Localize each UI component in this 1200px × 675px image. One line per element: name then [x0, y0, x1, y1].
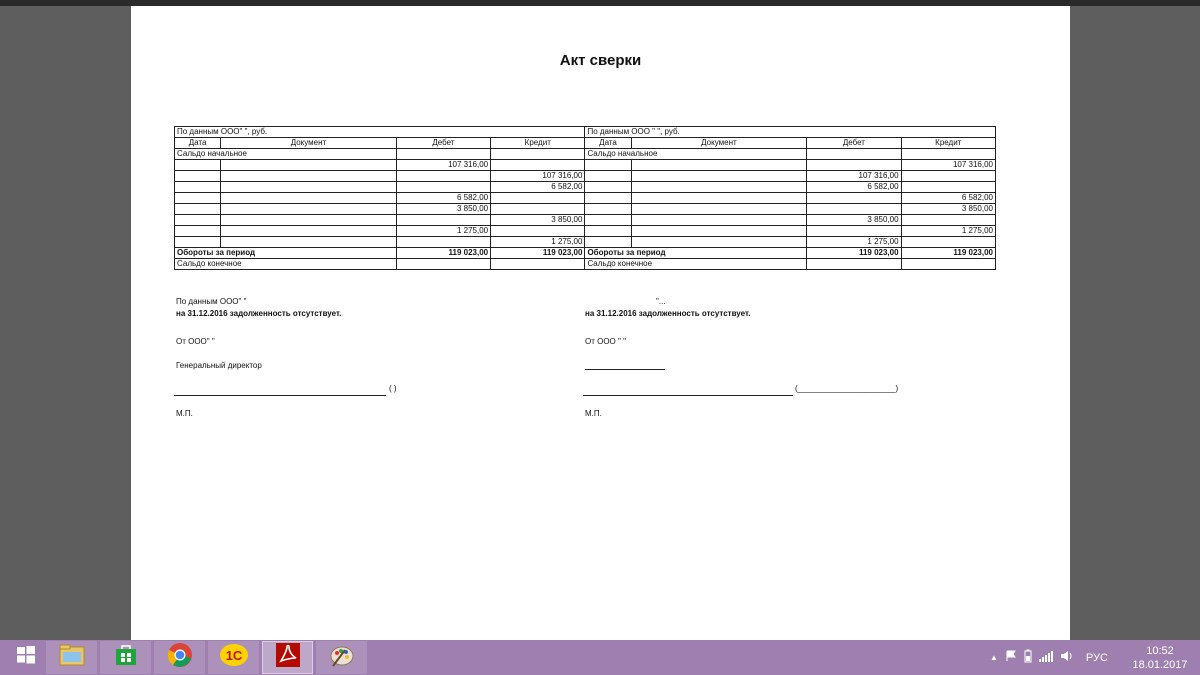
cell-left-credit — [491, 193, 585, 204]
chrome-button[interactable] — [154, 641, 205, 674]
opening-balance-label: Сальдо начальное — [175, 149, 397, 160]
cell-right-debit: 1 275,00 — [807, 237, 901, 248]
signal-strength-icon[interactable] — [1039, 650, 1053, 665]
table-row — [175, 182, 996, 193]
cell-right-document — [631, 193, 807, 204]
turnover-label: Обороты за период — [175, 248, 397, 259]
cell-right-date — [585, 193, 631, 204]
right-signature-line — [583, 395, 793, 396]
column-headers-row — [175, 138, 996, 149]
cell-left-document — [221, 204, 397, 215]
left-party-header: По данным ООО" ", руб. — [175, 127, 585, 138]
empty-cell — [396, 149, 490, 160]
turnover-left-debit: 119 023,00 — [396, 248, 490, 259]
cell-right-credit: 6 582,00 — [901, 193, 995, 204]
cell-left-credit — [491, 160, 585, 171]
right-statement-text: на 31.12.2016 задолженность отсутствует. — [585, 309, 751, 318]
table-header-row — [175, 127, 996, 138]
cell-right-date — [585, 226, 631, 237]
action-center-flag-icon[interactable] — [1005, 650, 1017, 665]
cell-left-debit — [396, 171, 490, 182]
cell-right-credit — [901, 182, 995, 193]
turnover-right-credit: 119 023,00 — [901, 248, 995, 259]
cell-left-debit — [396, 237, 490, 248]
right-position-line — [585, 369, 665, 370]
cell-left-debit: 1 275,00 — [396, 226, 490, 237]
cell-right-document — [631, 237, 807, 248]
acrobat-button[interactable] — [262, 641, 313, 674]
col-credit: Кредит — [901, 138, 995, 149]
cell-right-credit: 3 850,00 — [901, 204, 995, 215]
cell-left-credit: 3 850,00 — [491, 215, 585, 226]
cell-right-debit: 3 850,00 — [807, 215, 901, 226]
volume-icon[interactable] — [1060, 650, 1074, 665]
left-from-text: От ООО" " — [176, 337, 215, 346]
cell-left-credit: 1 275,00 — [491, 237, 585, 248]
show-hidden-icons-icon[interactable]: ▲ — [990, 653, 998, 662]
col-debit: Дебет — [396, 138, 490, 149]
empty-cell — [396, 259, 490, 270]
cell-left-date — [175, 171, 221, 182]
turnover-right-debit: 119 023,00 — [807, 248, 901, 259]
paint-button[interactable] — [316, 641, 367, 674]
empty-cell — [901, 149, 995, 160]
cell-right-document — [631, 204, 807, 215]
right-by-data-text: "... — [656, 297, 666, 306]
left-signature-line — [174, 395, 386, 396]
1c-icon-label: 1С — [225, 648, 242, 663]
cell-left-date — [175, 237, 221, 248]
left-signature-paren: ( ) — [389, 384, 397, 393]
col-date: Дата — [585, 138, 631, 149]
table-row — [175, 215, 996, 226]
store-bag-icon — [114, 643, 138, 672]
cell-left-document — [221, 215, 397, 226]
cell-right-debit: 6 582,00 — [807, 182, 901, 193]
empty-cell — [807, 149, 901, 160]
cell-right-document — [631, 160, 807, 171]
col-document: Документ — [221, 138, 397, 149]
clock[interactable] — [1130, 644, 1190, 672]
right-from-text: От ООО " " — [585, 337, 626, 346]
cell-left-document — [221, 160, 397, 171]
folder-icon — [58, 643, 86, 672]
system-tray — [990, 640, 1117, 675]
cell-right-debit — [807, 226, 901, 237]
cell-right-debit — [807, 160, 901, 171]
cell-left-date — [175, 182, 221, 193]
empty-cell — [901, 259, 995, 270]
col-debit: Дебет — [807, 138, 901, 149]
cell-left-credit: 6 582,00 — [491, 182, 585, 193]
battery-icon[interactable] — [1024, 649, 1032, 666]
cell-right-debit: 107 316,00 — [807, 171, 901, 182]
turnover-row — [175, 248, 996, 259]
cell-right-credit — [901, 215, 995, 226]
cell-right-document — [631, 226, 807, 237]
cell-right-date — [585, 237, 631, 248]
cell-right-document — [631, 215, 807, 226]
cell-left-credit — [491, 204, 585, 215]
cell-left-credit: 107 316,00 — [491, 171, 585, 182]
col-document: Документ — [631, 138, 807, 149]
table-row — [175, 237, 996, 248]
cell-left-date — [175, 160, 221, 171]
1c-icon — [219, 642, 249, 673]
cell-left-date — [175, 215, 221, 226]
closing-balance-label: Сальдо конечное — [175, 259, 397, 270]
cell-left-document — [221, 226, 397, 237]
right-signature-paren: (______________________) — [795, 384, 899, 393]
1c-button[interactable] — [208, 641, 259, 674]
clock-time: 10:52 — [1146, 645, 1174, 657]
start-button[interactable] — [0, 641, 51, 674]
closing-balance-row — [175, 259, 996, 270]
cell-right-document — [631, 182, 807, 193]
chrome-icon — [167, 642, 193, 673]
cell-left-debit: 6 582,00 — [396, 193, 490, 204]
cell-right-date — [585, 204, 631, 215]
cell-right-credit: 107 316,00 — [901, 160, 995, 171]
cell-left-debit: 3 850,00 — [396, 204, 490, 215]
cell-left-document — [221, 193, 397, 204]
cell-left-document — [221, 182, 397, 193]
opening-balance-row — [175, 149, 996, 160]
table-row — [175, 204, 996, 215]
left-by-data-text: По данным ООО" " — [176, 297, 247, 306]
left-statement-text: на 31.12.2016 задолженность отсутствует. — [176, 309, 342, 318]
windows-logo-icon — [16, 645, 36, 670]
cell-right-date — [585, 160, 631, 171]
cell-right-credit: 1 275,00 — [901, 226, 995, 237]
col-credit: Кредит — [491, 138, 585, 149]
table-row — [175, 160, 996, 171]
cell-right-debit — [807, 193, 901, 204]
cell-left-debit — [396, 182, 490, 193]
empty-cell — [491, 259, 585, 270]
turnover-left-credit: 119 023,00 — [491, 248, 585, 259]
cell-left-credit — [491, 226, 585, 237]
table-row — [175, 193, 996, 204]
table-row — [175, 171, 996, 182]
cell-left-document — [221, 237, 397, 248]
closing-balance-label: Сальдо конечное — [585, 259, 807, 270]
file-explorer-button[interactable] — [46, 641, 97, 674]
cell-right-document — [631, 171, 807, 182]
opening-balance-label: Сальдо начальное — [585, 149, 807, 160]
empty-cell — [807, 259, 901, 270]
cell-left-debit: 107 316,00 — [396, 160, 490, 171]
left-stamp-text: М.П. — [176, 409, 193, 418]
right-party-header: По данным ООО " ", руб. — [585, 127, 996, 138]
cell-right-credit — [901, 171, 995, 182]
turnover-label: Обороты за период — [585, 248, 807, 259]
cell-right-date — [585, 182, 631, 193]
col-date: Дата — [175, 138, 221, 149]
cell-right-date — [585, 215, 631, 226]
language-indicator[interactable]: РУС — [1085, 651, 1108, 664]
cell-left-document — [221, 171, 397, 182]
clock-date: 18.01.2017 — [1132, 659, 1188, 671]
document-title: Акт сверки — [559, 52, 642, 69]
left-position-text: Генеральный директор — [176, 361, 262, 370]
cell-right-date — [585, 171, 631, 182]
pdf-icon — [275, 642, 301, 673]
cell-left-date — [175, 204, 221, 215]
cell-left-debit — [396, 215, 490, 226]
reconciliation-table — [174, 126, 996, 270]
table-row — [175, 226, 996, 237]
paint-palette-icon — [329, 642, 355, 673]
right-stamp-text: М.П. — [585, 409, 602, 418]
cell-left-date — [175, 193, 221, 204]
store-button[interactable] — [100, 641, 151, 674]
empty-cell — [491, 149, 585, 160]
cell-left-date — [175, 226, 221, 237]
taskbar — [0, 640, 1200, 675]
cell-right-credit — [901, 237, 995, 248]
cell-right-debit — [807, 204, 901, 215]
pdf-document-page — [131, 6, 1070, 640]
